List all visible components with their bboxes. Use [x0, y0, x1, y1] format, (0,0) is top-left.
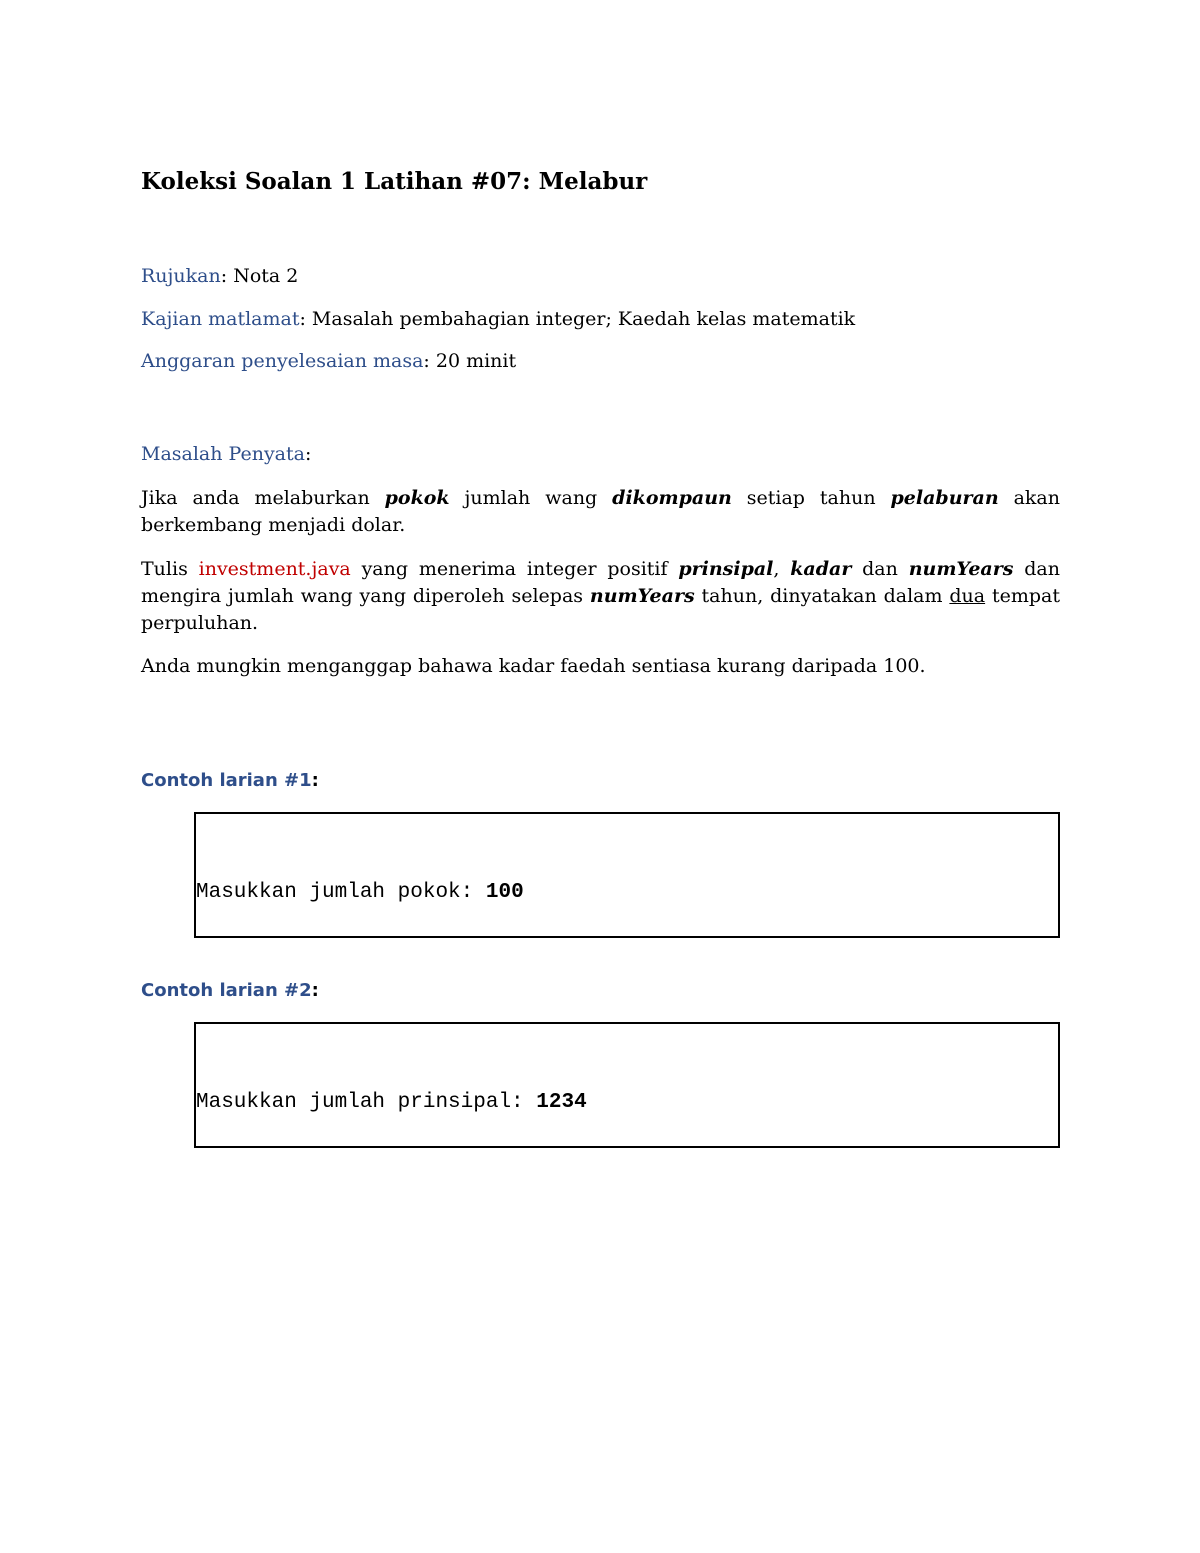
- study-goal-value: Masalah pembahagian integer; Kaedah kelas matematik: [311, 308, 856, 330]
- console-input: 100: [485, 881, 524, 904]
- reference-value: Nota 2: [233, 265, 299, 287]
- sample-heading-label: Contoh larian #2: [141, 980, 312, 1001]
- emphasis-term: pelaburan: [890, 487, 999, 509]
- console-prompt: Masukkan jumlah pokok:: [196, 881, 486, 904]
- problem-paragraph-3: Anda mungkin menganggap bahawa kadar faedah sentiasa kurang daripada 100.: [141, 655, 926, 677]
- text: ,: [773, 558, 791, 580]
- underlined-term: dua: [949, 585, 986, 607]
- problem-heading: Masalah Penyata:: [141, 443, 312, 465]
- console-prompt: Masukkan jumlah prinsipal:: [196, 1091, 537, 1114]
- sample-heading-2: Contoh larian #2:: [141, 980, 319, 1001]
- text: Tulis: [141, 558, 199, 580]
- console-input: 1234: [536, 1091, 587, 1114]
- emphasis-term: prinsipal: [678, 558, 774, 580]
- estimated-time-line: Anggaran penyelesaian masa: 20 minit: [141, 350, 517, 372]
- emphasis-term: pokok: [384, 487, 450, 509]
- sample-console-1: [194, 812, 1060, 938]
- reference-label: Rujukan: [141, 265, 221, 287]
- filename: investment.java: [198, 558, 351, 580]
- sample-console-2: [194, 1022, 1060, 1148]
- problem-paragraph-1: [141, 485, 1060, 539]
- text: dan mengira jumlah wang yang diperoleh selepas: [141, 558, 1060, 607]
- emphasis-term: kadar: [790, 558, 852, 580]
- reference-line: Rujukan: Nota 2: [141, 265, 299, 287]
- emphasis-term: numYears: [589, 585, 695, 607]
- sample-heading-1: Contoh larian #1:: [141, 770, 319, 791]
- page-title: Koleksi Soalan 1 Latihan #07: Melabur: [141, 168, 648, 195]
- text: Jika anda melaburkan: [141, 487, 385, 509]
- text: setiap tahun: [731, 487, 891, 509]
- sample-heading-label: Contoh larian #1: [141, 770, 312, 791]
- estimated-time-label: Anggaran penyelesaian masa: [141, 350, 424, 372]
- text: tahun, dinyatakan dalam: [694, 585, 950, 607]
- emphasis-term: numYears: [908, 558, 1014, 580]
- study-goal-label: Kajian matlamat: [141, 308, 300, 330]
- text: dan: [851, 558, 909, 580]
- emphasis-term: dikompaun: [612, 487, 732, 509]
- text: jumlah wang: [449, 487, 613, 509]
- problem-paragraph-2: [141, 556, 1060, 637]
- study-goal-line: Kajian matlamat: Masalah pembahagian integer; Kaedah kelas matematik: [141, 308, 856, 330]
- console-line: [196, 877, 1058, 909]
- problem-heading-label: Masalah Penyata: [141, 443, 305, 465]
- text: yang menerima integer positif: [350, 558, 679, 580]
- text: akan berkembang menjadi dolar.: [141, 487, 1060, 536]
- text: tempat perpuluhan.: [141, 585, 1061, 634]
- console-line: [196, 1087, 1058, 1119]
- estimated-time-value: 20 minit: [435, 350, 517, 372]
